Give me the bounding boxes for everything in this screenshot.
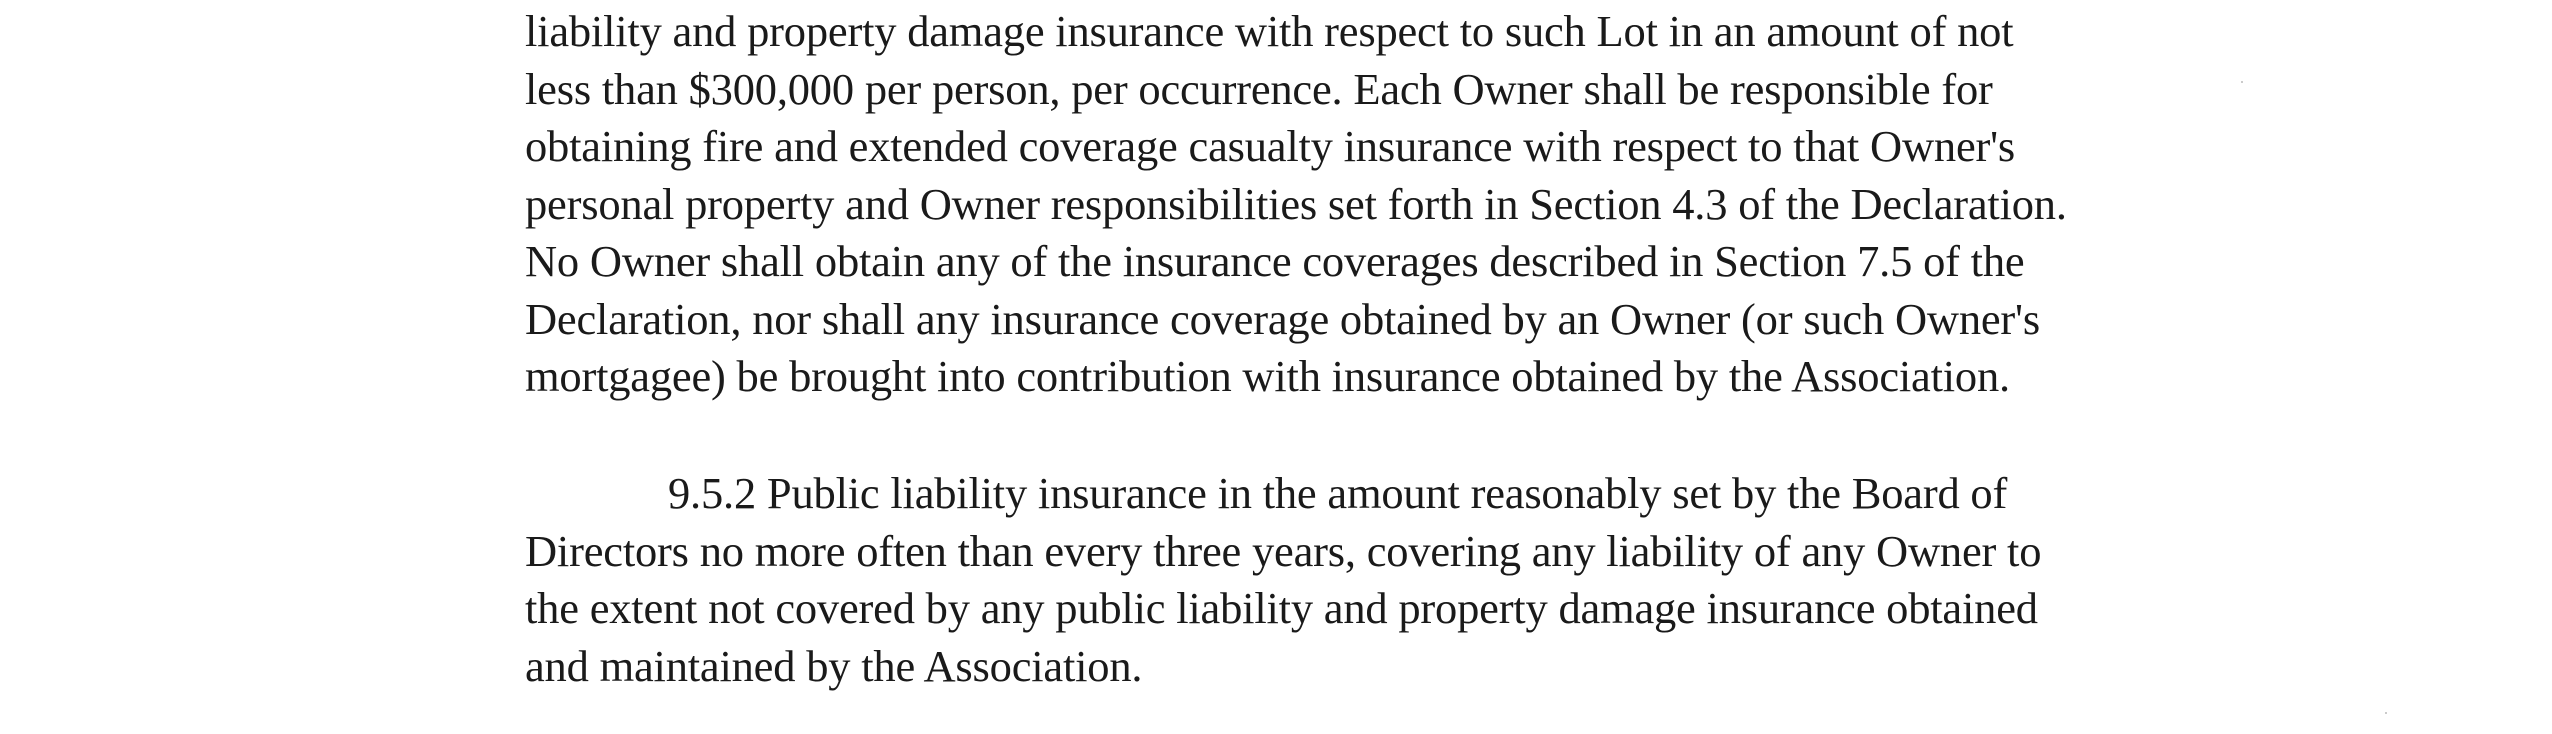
text-line: obtaining fire and extended coverage casualty insurance with respect to that Owner's: [525, 121, 2016, 171]
section-9-5-2-paragraph: [525, 465, 2345, 695]
text-line: and maintained by the Association.: [525, 640, 1143, 691]
scan-speck: [2241, 81, 2243, 83]
text-line: No Owner shall obtain any of the insurance coverages described in Section 7.5 of the: [525, 236, 2025, 286]
text-line: liability and property damage insurance with respect to such Lot in an amount of not: [525, 6, 2014, 56]
text-line: less than $300,000 per person, per occurrence. Each Owner shall be responsible for: [525, 63, 1993, 114]
section-heading-line: 9.5.2 Public liability insurance in the amount reasonably set by the Board of: [668, 468, 2008, 518]
text-line: Directors no more often than every three years, covering any liability of any Owner to: [525, 525, 2042, 576]
text-line: personal property and Owner responsibilities set forth in Section 4.3 of the Declaration.: [525, 178, 2067, 229]
scan-speck: [2385, 712, 2387, 714]
insurance-paragraph-continued: [525, 3, 2345, 406]
text-line: Declaration, nor shall any insurance coverage obtained by an Owner (or such Owner's: [525, 293, 2040, 344]
text-line: mortgagee) be brought into contribution with insurance obtained by the Association.: [525, 351, 2010, 401]
text-line: the extent not covered by any public liability and property damage insurance obtained: [525, 583, 2038, 633]
